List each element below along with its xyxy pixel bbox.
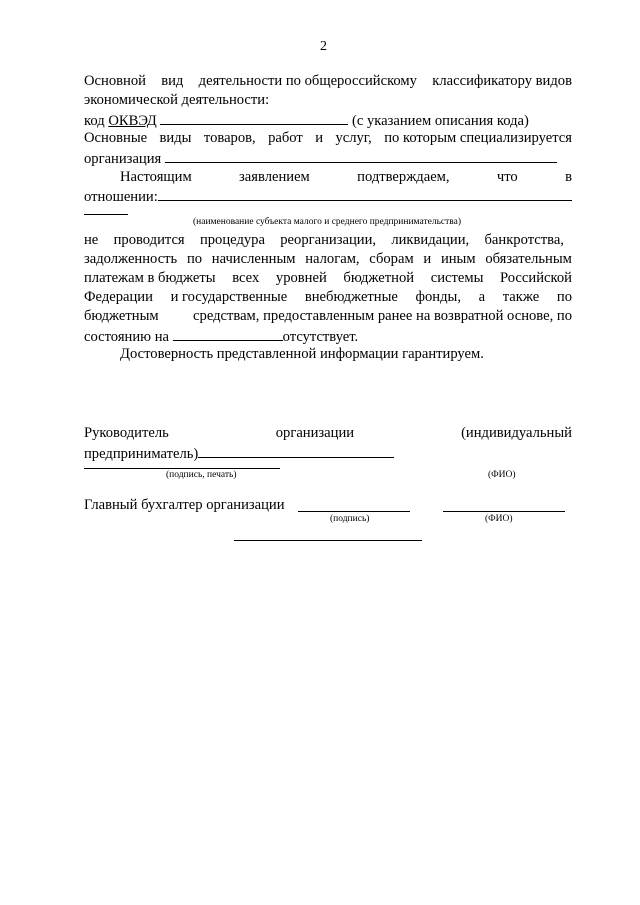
accountant-name-field[interactable] xyxy=(443,511,565,512)
subject-name-field-continuation[interactable] xyxy=(84,214,128,215)
head-sign-caption: (подпись, печать) xyxy=(166,470,237,480)
okved-label: ОКВЭД xyxy=(108,113,157,129)
accountant-label: Главный бухгалтер организации xyxy=(84,497,285,513)
subject-name-caption: (наименование субъекта малого и среднего предпринимательства) xyxy=(193,217,462,227)
declaration-line-7: бюджетным средствам, предоставленным ранее на возвратной основе, по xyxy=(84,308,572,324)
organization-line: организация xyxy=(84,149,557,168)
guarantee-statement: Достоверность представленной информации гарантируем. xyxy=(120,346,484,362)
head-signature-field[interactable] xyxy=(84,468,280,469)
declaration-line-4: задолженность по начисленным налогам, сборам и иным обязательным xyxy=(84,251,572,267)
page-number: 2 xyxy=(320,39,327,54)
goods-line: Основные виды товаров, работ и услуг, по которым специализируется xyxy=(84,130,572,146)
activity-line-2: экономической деятельности: xyxy=(84,92,270,108)
head-signature-line-1: Руководитель организации (индивидуальный xyxy=(84,425,572,441)
accountant-name-caption: (ФИО) xyxy=(485,514,513,524)
head-position-field[interactable] xyxy=(198,444,394,458)
regarding-line: отношении: xyxy=(84,187,572,206)
status-date-field[interactable] xyxy=(173,327,283,341)
declaration-line-5: платежам в бюджеты всех уровней бюджетной системы Российской xyxy=(84,270,572,286)
declaration-line-8: состоянию на отсутствует. xyxy=(84,329,359,345)
head-name-caption: (ФИО) xyxy=(488,470,516,480)
activity-line-1: Основной вид деятельности по общероссийскому классификатору видов xyxy=(84,73,572,89)
declaration-line-3: не проводится процедура реорганизации, ликвидации, банкротства, xyxy=(84,232,564,248)
declaration-line-1: Настоящим заявлением подтверждаем, что в xyxy=(120,169,572,185)
subject-name-field[interactable] xyxy=(158,187,572,201)
okved-line: код ОКВЭД (с указанием описания кода) xyxy=(84,113,529,129)
head-signature-line-2: предприниматель) xyxy=(84,444,394,463)
date-field[interactable] xyxy=(234,540,422,541)
accountant-sign-caption: (подпись) xyxy=(330,514,370,524)
declaration-line-6: Федерации и государственные внебюджетные фонды, а также по xyxy=(84,289,572,305)
organization-specialization-field[interactable] xyxy=(165,149,557,163)
accountant-signature-field[interactable] xyxy=(298,511,410,512)
okved-code-field[interactable] xyxy=(160,111,348,125)
